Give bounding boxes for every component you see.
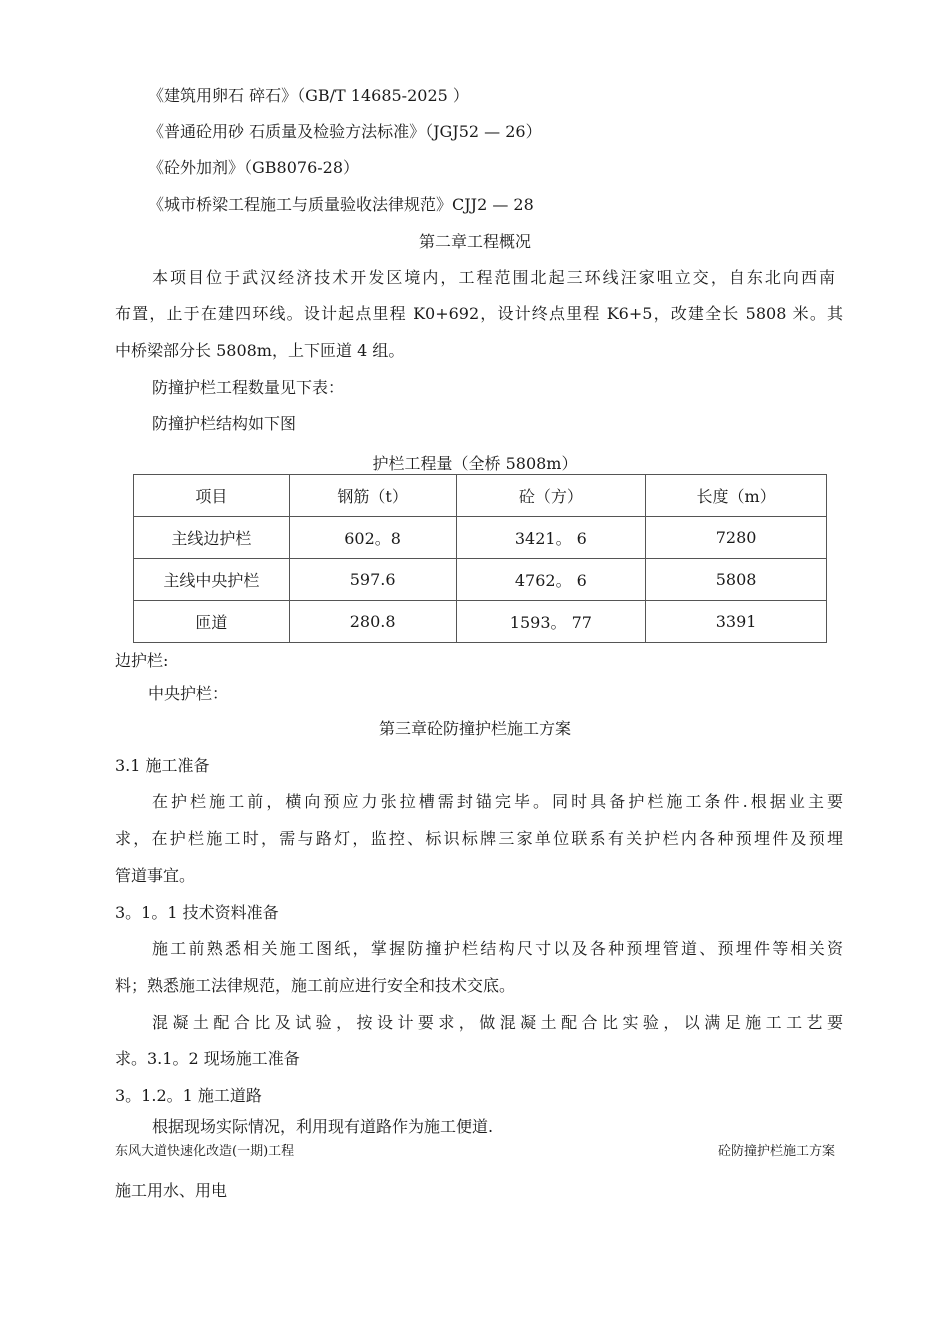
paragraph-line: 混凝土配合比及试验，按设计要求，做混凝土配合比实验，以满足施工工艺要 bbox=[152, 1013, 843, 1032]
table-row bbox=[134, 559, 827, 601]
table-cell: 匝道 bbox=[134, 601, 290, 643]
paragraph-line: 管道事宜。 bbox=[115, 866, 196, 885]
header-cell: 长度（m） bbox=[646, 475, 827, 517]
header-cell: 砼（方） bbox=[456, 475, 646, 517]
table-cell: 主线边护栏 bbox=[134, 517, 290, 559]
reference-line: 《城市桥梁工程施工与质量验收法律规范》CJJ2 — 28 bbox=[148, 195, 534, 214]
paragraph-line: 料；熟悉施工法律规范，施工前应进行安全和技术交底。 bbox=[115, 976, 516, 995]
center-barrier-label: 中央护栏： bbox=[148, 684, 229, 703]
paragraph-line: 求，在护栏施工时，需与路灯，监控、标识标牌三家单位联系有关护栏内各种预埋件及预埋 bbox=[115, 829, 843, 848]
table-cell: 280.8 bbox=[289, 601, 456, 643]
paragraph-line: 本项目位于武汉经济技术开发区境内，工程范围北起三环线汪家咀立交，自东北向西南 bbox=[152, 268, 835, 287]
paragraph-line: 根据现场实际情况，利用现有道路作为施工便道. bbox=[152, 1117, 494, 1136]
reference-line: 《建筑用卵石 碎石》（GB/T 14685-2025 ） bbox=[148, 86, 469, 105]
reference-line: 《砼外加剂》（GB8076-28） bbox=[148, 158, 360, 177]
structure-note: 防撞护栏结构如下图 bbox=[152, 414, 297, 433]
table-header-row bbox=[134, 475, 827, 517]
chapter3-title: 第三章砼防撞护栏施工方案 bbox=[378, 719, 571, 738]
table-caption: 护栏工程量（全桥 5808m） bbox=[372, 454, 578, 473]
quantity-table bbox=[133, 474, 827, 643]
table-cell: 4762。 6 bbox=[456, 559, 646, 601]
footer-project: 东风大道快速化改造(一期)工程 bbox=[115, 1144, 295, 1159]
table-row bbox=[134, 517, 827, 559]
section-heading: 3。1.2。1 施工道路 bbox=[115, 1086, 262, 1105]
paragraph-line: 求。3.1。2 现场施工准备 bbox=[115, 1049, 300, 1068]
table-cell: 7280 bbox=[646, 517, 827, 559]
paragraph-line: 中桥梁部分长 5808m，上下匝道 4 组。 bbox=[115, 341, 405, 360]
chapter2-title: 第二章工程概况 bbox=[418, 232, 531, 251]
table-cell: 3391 bbox=[646, 601, 827, 643]
header-cell: 钢筋（t） bbox=[289, 475, 456, 517]
table-cell: 602。8 bbox=[289, 517, 456, 559]
table-row bbox=[134, 601, 827, 643]
paragraph-line: 施工前熟悉相关施工图纸，掌握防撞护栏结构尺寸以及各种预埋管道、预埋件等相关资 bbox=[152, 939, 843, 958]
header-cell: 项目 bbox=[134, 475, 290, 517]
section-heading: 3.1 施工准备 bbox=[115, 756, 210, 775]
paragraph-line: 布置，止于在建四环线。设计起点里程 K0+692，设计终点里程 K6+5，改建全长 5808 米。其 bbox=[115, 304, 843, 323]
table-cell: 597.6 bbox=[289, 559, 456, 601]
table-cell: 1593。 77 bbox=[456, 601, 646, 643]
table-cell: 主线中央护栏 bbox=[134, 559, 290, 601]
section-heading: 3。1。1 技术资料准备 bbox=[115, 903, 279, 922]
table-cell: 3421。 6 bbox=[456, 517, 646, 559]
qty-note: 防撞护栏工程数量见下表： bbox=[152, 378, 345, 397]
next-page-heading: 施工用水、用电 bbox=[115, 1181, 228, 1200]
table-cell: 5808 bbox=[646, 559, 827, 601]
edge-barrier-label: 边护栏: bbox=[115, 651, 169, 670]
paragraph-line: 在护栏施工前，横向预应力张拉槽需封锚完毕。同时具备护栏施工条件.根据业主要 bbox=[152, 792, 843, 811]
footer-doc-title: 砼防撞护栏施工方案 bbox=[717, 1144, 835, 1159]
reference-line: 《普通砼用砂 石质量及检验方法标准》（JGJ52 — 26） bbox=[148, 122, 542, 141]
